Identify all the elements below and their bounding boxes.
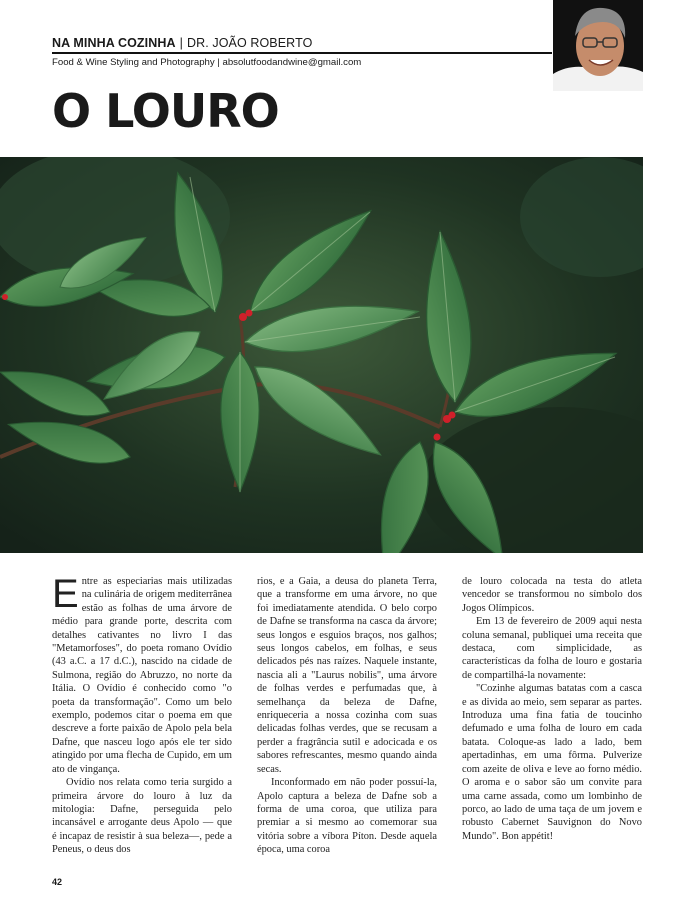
paragraph: Em 13 de fevereiro de 2009 aqui nesta coluna semanal, publiquei uma receita que destaca, com simplicidade, as características da folha de louro e gostaria de compartilhá-la novamente: [462,616,642,681]
author-portrait [553,0,643,91]
column-1 [52,572,232,857]
article-title: O LOURO [52,84,279,138]
credits-line: Food & Wine Styling and Photography | absolutfoodandwine@gmail.com [52,57,362,68]
paragraph: de louro colocada na testa do atleta vencedor se transformou no símbolo dos Jogos Olímpicos. [462,576,642,614]
author-name: DR. JOÃO ROBERTO [186,36,313,50]
paragraph: rios, e a Gaia, a deusa do planeta Terra, que a transforme em uma árvore, no que foi imediatamente atendida. O belo corpo de Dafne se transforma na casca da árvore; seus longos e esguios braços, nos galhos; seus longos cabelos, em folhas, e seus delicados pés nas raízes. Naquele instante, nascia ali a "Laurus nobilis", uma árvore de folhas verdes e perfumadas que, à semelhança da beleza de Dafne, enriqueceria a nossa cozinha com suas delicadas folhas verdes, que se recusam a perder a fragrância sutil e adocicada e os sabores refrescantes, mesmo quando ainda secas. [257,576,437,775]
bay-leaves-photo [0,157,643,553]
section-name: NA MINHA COZINHA [52,36,176,50]
paragraph: Inconformado em não poder possuí-la, Apolo captura a beleza de Dafne sob a forma de uma coroa, que utiliza para premiar a si mesmo ao comemorar sua vitória sobre a víbora Píton. Desde aquela época, uma coroa [257,777,437,856]
header-rule [52,52,552,54]
column-3 [462,575,642,843]
section-line [52,36,552,50]
drop-cap: E [52,572,79,616]
paragraph: Ovídio nos relata como teria surgido a primeira árvore do louro à luz da mitologia: Dafne, perseguida pelo incansável e arrogante deus Apolo — que é incapaz de resistir à sua beleza—, pede a Peneus, o deus dos [52,777,232,856]
paragraph-text: ntre as especiarias mais utilizadas na culinária de origem mediterrânea estão as folhas de uma árvore de médio para grande porte, descrita com detalhes cativantes no livro I das "Metamorfoses", do poeta romano Ovídio (43 a.C. a 17 d.C.), nascido na cidade de Sulmona, região do Abruzzo, no norte da Itália. O Ovídio é conhecido como "o poeta da transformação". Como um belo exemplo, podemos citar o poema em que descreve a forte paixão de Apolo pela bela Dafne, que nasceu logo após ele ter sido atingido por uma flecha de Cupido, em um ato de vingança. [52,576,232,775]
page-number: 42 [52,877,63,887]
paragraph [52,572,232,776]
column-2 [257,575,437,857]
recipe-quote: "Cozinhe algumas batatas com a casca e as divida ao meio, sem separar as partes. Introduza uma fina fatia de toucinho defumado e uma folha de louro em cada batata. Coloque-as lado a lado, bem apertadinhas, em uma fôrma. Pulverize com azeite de oliva e leve ao forno médio. O aroma e o sabor são um convite para uma carne assada, como um lombinho de porco, ao lado de uma taça de um jovem e robusto Cabernet Sauvignon do Novo Mundo". Bon appétit! [462,683,642,842]
section-header [52,36,552,50]
separator: | [179,36,183,50]
